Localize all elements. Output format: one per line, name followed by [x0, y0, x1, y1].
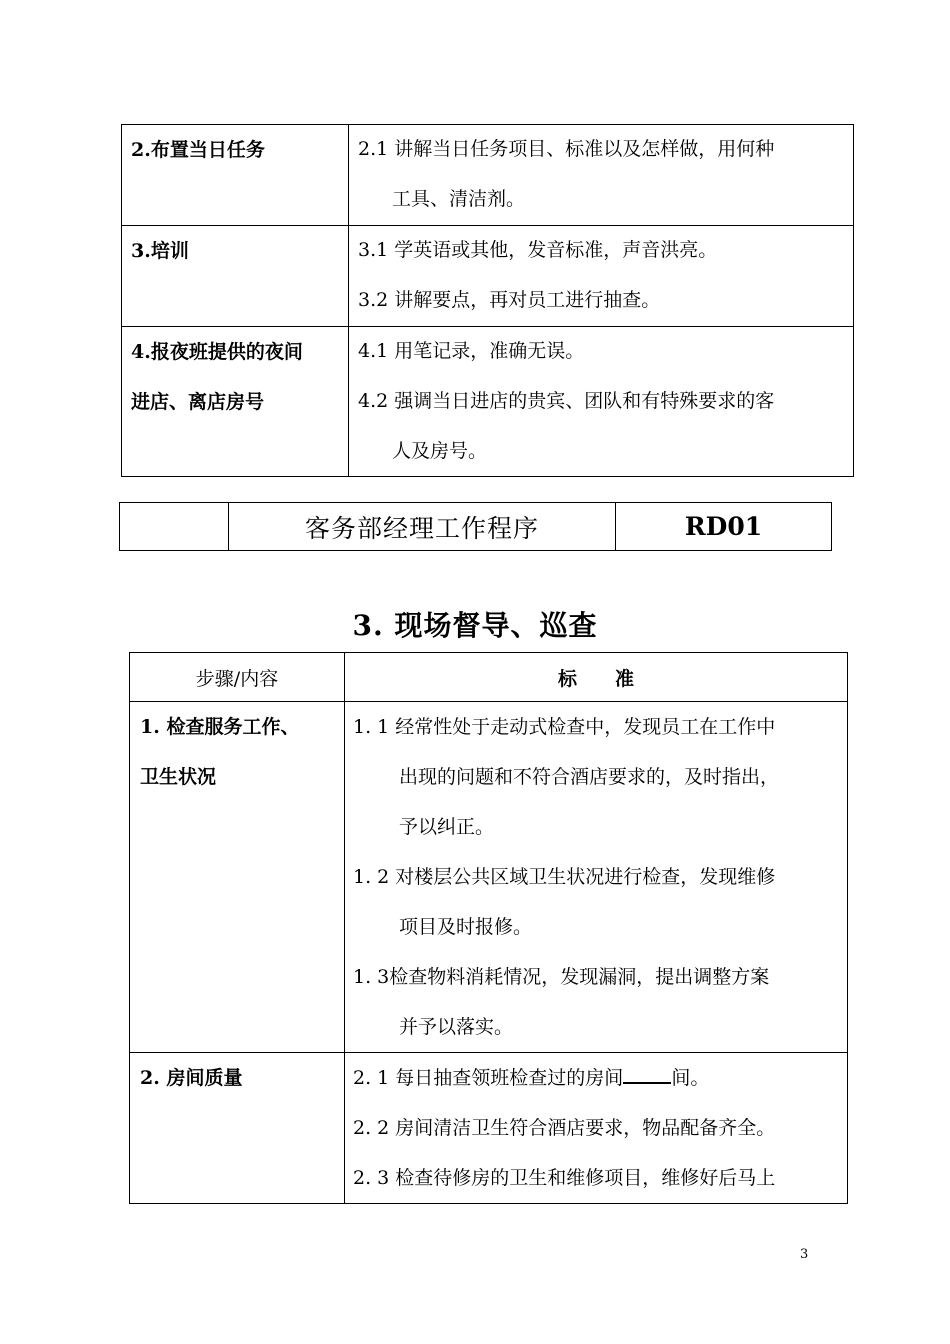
- section-title: 3. 现场督导、巡查: [352, 609, 598, 642]
- standard-line: 3.2 讲解要点，再对员工进行抽查。: [358, 289, 661, 311]
- table-row: [130, 1053, 848, 1204]
- standard-line: 2.1 讲解当日任务项目、标准以及怎样做，用何种: [358, 138, 775, 160]
- procedure-title: 客务部经理工作程序: [229, 503, 616, 551]
- step-label: 2. 房间质量: [140, 1067, 243, 1089]
- page-number: 3: [800, 1247, 809, 1262]
- standard-line: 2. 1 每日抽查领班检查过的房间 间。: [353, 1053, 839, 1103]
- standard-cell: [349, 125, 854, 226]
- standard-cell: [345, 702, 848, 1053]
- column-header-standard: 标 准: [345, 653, 848, 702]
- standard-line: 1. 1 经常性处于走动式检查中，发现员工在工作中: [353, 716, 776, 738]
- step-label: 1. 检查服务工作、: [140, 716, 300, 738]
- standard-line: 项目及时报修。: [399, 916, 533, 938]
- header-blank-cell: [120, 503, 229, 551]
- step-cell: [122, 327, 349, 477]
- step-cell: [130, 1053, 345, 1204]
- step-label: 卫生状况: [140, 766, 217, 788]
- standard-cell: [349, 226, 854, 327]
- standard-line: 工具、清洁剂。: [392, 188, 526, 210]
- standard-line: 1. 3检查物料消耗情况，发现漏洞，提出调整方案: [353, 966, 770, 988]
- procedure-table-continued: [121, 124, 854, 477]
- step-label: 进店、离店房号: [131, 391, 265, 413]
- standard-line: 2. 3 检查待修房的卫生和维修项目，维修好后马上: [353, 1167, 776, 1189]
- step-label: 3.培训: [131, 240, 189, 262]
- standard-line: 1. 2 对楼层公共区域卫生状况进行检查，发现维修: [353, 866, 776, 888]
- procedure-header-bar: [119, 502, 832, 551]
- standard-cell: [345, 1053, 848, 1204]
- standard-cell: [349, 327, 854, 477]
- step-cell: [122, 125, 349, 226]
- standard-line: 予以纠正。: [399, 816, 495, 838]
- standard-line: 并予以落实。: [399, 1016, 514, 1038]
- procedure-table: [129, 652, 848, 1204]
- standard-line: 4.2 强调当日进店的贵宾、团队和有特殊要求的客: [358, 390, 775, 412]
- standard-line: 2. 2 房间清洁卫生符合酒店要求，物品配备齐全。: [353, 1117, 776, 1139]
- standard-line: 3.1 学英语或其他，发音标准，声音洪亮。: [358, 239, 718, 261]
- table-row: [122, 327, 854, 477]
- standard-line: 人及房号。: [392, 440, 488, 462]
- table-row: [122, 226, 854, 327]
- step-label: 2.布置当日任务: [131, 139, 265, 161]
- procedure-code: RD01: [616, 503, 832, 551]
- step-cell: [130, 702, 345, 1053]
- step-cell: [122, 226, 349, 327]
- table-row: [122, 125, 854, 226]
- standard-line: 4.1 用笔记录，准确无误。: [358, 340, 585, 362]
- table-header-row: [130, 653, 848, 702]
- fill-in-blank: [623, 1064, 671, 1084]
- column-header-step: 步骤/内容: [130, 653, 345, 702]
- standard-line: 出现的问题和不符合酒店要求的，及时指出，: [399, 766, 780, 788]
- step-label: 4.报夜班提供的夜间: [131, 341, 303, 363]
- table-row: [130, 702, 848, 1053]
